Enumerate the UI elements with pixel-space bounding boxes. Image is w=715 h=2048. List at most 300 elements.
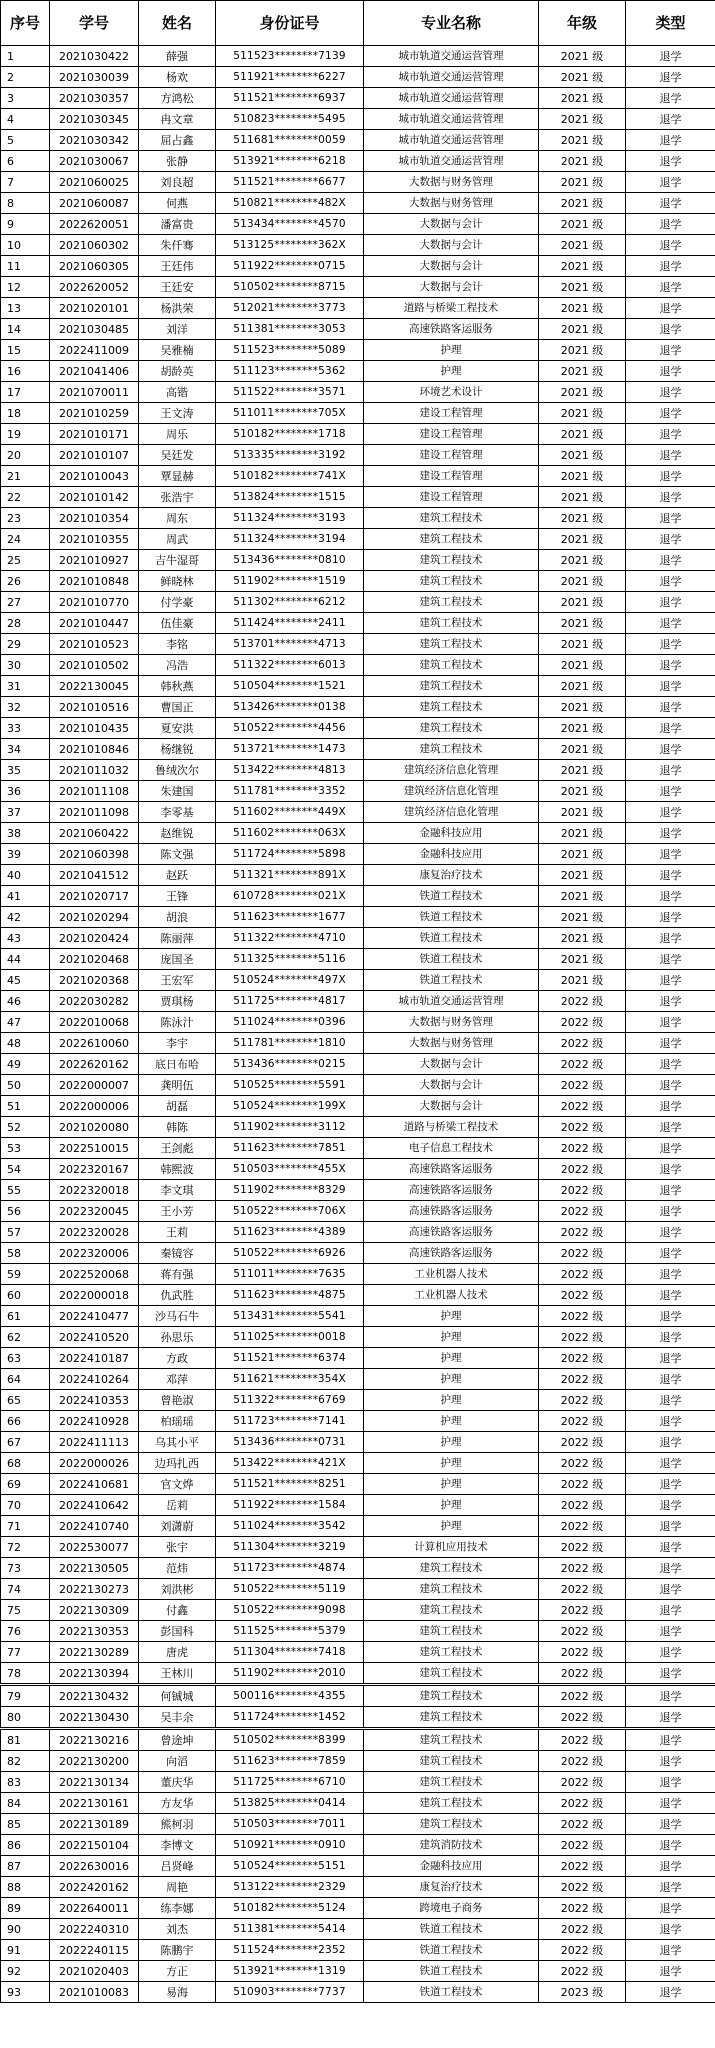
cell-grade: 2021 级 (539, 361, 626, 382)
cell-name: 董庆华 (139, 1772, 216, 1793)
cell-name: 仇武胜 (139, 1285, 216, 1306)
cell-type: 退学 (626, 1117, 715, 1138)
cell-grade: 2021 级 (539, 676, 626, 697)
table-row (1, 991, 715, 1012)
cell-grade: 2021 级 (539, 655, 626, 676)
cell-name: 杨继锐 (139, 739, 216, 760)
cell-student-id: 2021010171 (50, 424, 139, 445)
cell-seq: 54 (1, 1159, 50, 1180)
cell-type: 退学 (626, 1327, 715, 1348)
cell-type: 退学 (626, 550, 715, 571)
cell-type: 退学 (626, 613, 715, 634)
cell-seq: 60 (1, 1285, 50, 1306)
header-grade: 年级 (539, 1, 626, 46)
cell-seq: 55 (1, 1180, 50, 1201)
cell-student-id: 2022640011 (50, 1898, 139, 1919)
table-row (1, 1222, 715, 1243)
cell-type: 退学 (626, 193, 715, 214)
cell-major: 建筑工程技术 (364, 1579, 539, 1600)
cell-student-id: 2022610060 (50, 1033, 139, 1054)
cell-type: 退学 (626, 1096, 715, 1117)
cell-type: 退学 (626, 1306, 715, 1327)
cell-seq: 44 (1, 949, 50, 970)
cell-student-id: 2022510015 (50, 1138, 139, 1159)
cell-id-number: 510182********741X (216, 466, 364, 487)
table-row (1, 970, 715, 991)
cell-major: 建筑工程技术 (364, 1558, 539, 1579)
cell-student-id: 2022411009 (50, 340, 139, 361)
cell-type: 退学 (626, 1729, 715, 1751)
cell-major: 道路与桥梁工程技术 (364, 1117, 539, 1138)
cell-grade: 2021 级 (539, 151, 626, 172)
cell-grade: 2022 级 (539, 1685, 626, 1707)
cell-name: 范炜 (139, 1558, 216, 1579)
cell-name: 覃显赫 (139, 466, 216, 487)
cell-type: 退学 (626, 655, 715, 676)
cell-student-id: 2022630016 (50, 1856, 139, 1877)
header-name: 姓名 (139, 1, 216, 46)
cell-major: 大数据与会计 (364, 214, 539, 235)
table-row (1, 1264, 715, 1285)
table-row (1, 1411, 715, 1432)
cell-student-id: 2022411113 (50, 1432, 139, 1453)
cell-student-id: 2022130430 (50, 1707, 139, 1729)
cell-type: 退学 (626, 1054, 715, 1075)
cell-grade: 2022 级 (539, 1579, 626, 1600)
cell-grade: 2021 级 (539, 382, 626, 403)
cell-seq: 38 (1, 823, 50, 844)
cell-type: 退学 (626, 676, 715, 697)
cell-name: 邓萍 (139, 1369, 216, 1390)
table-row (1, 298, 715, 319)
cell-id-number: 510522********9098 (216, 1600, 364, 1621)
cell-major: 金融科技应用 (364, 823, 539, 844)
cell-grade: 2022 级 (539, 1856, 626, 1877)
cell-student-id: 2021011098 (50, 802, 139, 823)
cell-id-number: 513701********4713 (216, 634, 364, 655)
cell-type: 退学 (626, 130, 715, 151)
cell-id-number: 510525********5591 (216, 1075, 364, 1096)
cell-name: 王宏军 (139, 970, 216, 991)
cell-grade: 2022 级 (539, 1642, 626, 1663)
table-row (1, 88, 715, 109)
cell-type: 退学 (626, 1474, 715, 1495)
cell-type: 退学 (626, 844, 715, 865)
cell-id-number: 511725********6710 (216, 1772, 364, 1793)
cell-grade: 2021 级 (539, 949, 626, 970)
table-row (1, 277, 715, 298)
cell-grade: 2021 级 (539, 109, 626, 130)
cell-id-number: 610728********021X (216, 886, 364, 907)
cell-id-number: 510522********5119 (216, 1579, 364, 1600)
table-row (1, 1663, 715, 1685)
cell-seq: 7 (1, 172, 50, 193)
cell-id-number: 511521********6937 (216, 88, 364, 109)
cell-student-id: 2021010259 (50, 403, 139, 424)
cell-major: 护理 (364, 1369, 539, 1390)
cell-name: 乌其小平 (139, 1432, 216, 1453)
table-row (1, 655, 715, 676)
cell-student-id: 2022410477 (50, 1306, 139, 1327)
table-row (1, 1814, 715, 1835)
cell-major: 建筑工程技术 (364, 1642, 539, 1663)
table-row (1, 613, 715, 634)
cell-type: 退学 (626, 277, 715, 298)
cell-student-id: 2022000026 (50, 1453, 139, 1474)
cell-type: 退学 (626, 214, 715, 235)
cell-grade: 2021 级 (539, 571, 626, 592)
cell-type: 退学 (626, 1663, 715, 1685)
cell-major: 建设工程管理 (364, 424, 539, 445)
cell-major: 护理 (364, 1411, 539, 1432)
cell-major: 护理 (364, 1390, 539, 1411)
cell-major: 护理 (364, 1495, 539, 1516)
cell-grade: 2021 级 (539, 634, 626, 655)
cell-grade: 2021 级 (539, 298, 626, 319)
cell-id-number: 511324********3194 (216, 529, 364, 550)
cell-grade: 2022 级 (539, 1663, 626, 1685)
cell-grade: 2022 级 (539, 1411, 626, 1432)
cell-student-id: 2021010354 (50, 508, 139, 529)
cell-student-id: 2021020717 (50, 886, 139, 907)
cell-type: 退学 (626, 760, 715, 781)
cell-major: 建筑工程技术 (364, 718, 539, 739)
cell-major: 建筑工程技术 (364, 634, 539, 655)
cell-grade: 2022 级 (539, 1558, 626, 1579)
cell-type: 退学 (626, 1961, 715, 1982)
cell-name: 孙思乐 (139, 1327, 216, 1348)
cell-name: 庞国圣 (139, 949, 216, 970)
cell-id-number: 513824********1515 (216, 487, 364, 508)
table-row (1, 781, 715, 802)
cell-grade: 2022 级 (539, 1348, 626, 1369)
cell-type: 退学 (626, 802, 715, 823)
cell-name: 杨欢 (139, 67, 216, 88)
table-row (1, 1751, 715, 1772)
cell-student-id: 2022410740 (50, 1516, 139, 1537)
cell-major: 大数据与财务管理 (364, 172, 539, 193)
cell-type: 退学 (626, 1369, 715, 1390)
cell-seq: 73 (1, 1558, 50, 1579)
cell-grade: 2021 级 (539, 781, 626, 802)
cell-major: 高速铁路客运服务 (364, 1159, 539, 1180)
cell-id-number: 511024********3542 (216, 1516, 364, 1537)
cell-student-id: 2022320045 (50, 1201, 139, 1222)
cell-student-id: 2021010927 (50, 550, 139, 571)
cell-major: 建筑工程技术 (364, 739, 539, 760)
cell-id-number: 513125********362X (216, 235, 364, 256)
cell-type: 退学 (626, 1982, 715, 2003)
table-row (1, 445, 715, 466)
table-row (1, 151, 715, 172)
cell-name: 李宇 (139, 1033, 216, 1054)
cell-student-id: 2021041512 (50, 865, 139, 886)
table-row (1, 1096, 715, 1117)
cell-name: 刘良超 (139, 172, 216, 193)
cell-type: 退学 (626, 1685, 715, 1707)
cell-major: 电子信息工程技术 (364, 1138, 539, 1159)
cell-student-id: 2022320018 (50, 1180, 139, 1201)
cell-name: 周艳 (139, 1877, 216, 1898)
cell-id-number: 511922********1584 (216, 1495, 364, 1516)
cell-grade: 2022 级 (539, 1600, 626, 1621)
cell-type: 退学 (626, 718, 715, 739)
cell-id-number: 511011********7635 (216, 1264, 364, 1285)
cell-grade: 2021 级 (539, 886, 626, 907)
cell-seq: 33 (1, 718, 50, 739)
cell-student-id: 2022130273 (50, 1579, 139, 1600)
cell-major: 建筑工程技术 (364, 1621, 539, 1642)
cell-seq: 47 (1, 1012, 50, 1033)
cell-major: 建筑工程技术 (364, 697, 539, 718)
table-row (1, 1369, 715, 1390)
cell-grade: 2021 级 (539, 718, 626, 739)
cell-major: 高速铁路客运服务 (364, 1201, 539, 1222)
table-row (1, 1075, 715, 1096)
cell-grade: 2021 级 (539, 550, 626, 571)
table-row (1, 1982, 715, 2003)
cell-name: 王小芳 (139, 1201, 216, 1222)
cell-id-number: 511321********891X (216, 865, 364, 886)
cell-type: 退学 (626, 1180, 715, 1201)
cell-seq: 56 (1, 1201, 50, 1222)
cell-id-number: 511381********3053 (216, 319, 364, 340)
cell-seq: 39 (1, 844, 50, 865)
cell-id-number: 511724********1452 (216, 1707, 364, 1729)
table-row (1, 235, 715, 256)
cell-seq: 26 (1, 571, 50, 592)
cell-id-number: 513431********5541 (216, 1306, 364, 1327)
cell-seq: 87 (1, 1856, 50, 1877)
cell-type: 退学 (626, 1201, 715, 1222)
cell-major: 建设工程管理 (364, 445, 539, 466)
cell-type: 退学 (626, 991, 715, 1012)
cell-major: 大数据与财务管理 (364, 193, 539, 214)
table-row (1, 1537, 715, 1558)
cell-student-id: 2021010142 (50, 487, 139, 508)
table-row (1, 1180, 715, 1201)
cell-student-id: 2022030282 (50, 991, 139, 1012)
table-row (1, 1054, 715, 1075)
cell-grade: 2021 级 (539, 697, 626, 718)
cell-major: 建筑工程技术 (364, 1663, 539, 1685)
cell-major: 城市轨道交通运营管理 (364, 109, 539, 130)
cell-type: 退学 (626, 1537, 715, 1558)
cell-type: 退学 (626, 1033, 715, 1054)
cell-name: 吴廷发 (139, 445, 216, 466)
cell-id-number: 500116********4355 (216, 1685, 364, 1707)
cell-grade: 2023 级 (539, 1982, 626, 2003)
cell-name: 向滔 (139, 1751, 216, 1772)
table-row (1, 382, 715, 403)
cell-id-number: 511902********8329 (216, 1180, 364, 1201)
cell-grade: 2021 级 (539, 907, 626, 928)
table-row (1, 1138, 715, 1159)
cell-id-number: 513426********0138 (216, 697, 364, 718)
cell-student-id: 2022130505 (50, 1558, 139, 1579)
cell-id-number: 511902********1519 (216, 571, 364, 592)
table-row (1, 340, 715, 361)
cell-major: 建筑经济信息化管理 (364, 781, 539, 802)
cell-grade: 2022 级 (539, 1243, 626, 1264)
cell-id-number: 511922********0715 (216, 256, 364, 277)
table-row (1, 823, 715, 844)
cell-student-id: 2021030345 (50, 109, 139, 130)
cell-name: 蒋有强 (139, 1264, 216, 1285)
cell-seq: 34 (1, 739, 50, 760)
cell-id-number: 510502********8399 (216, 1729, 364, 1751)
cell-student-id: 2022130200 (50, 1751, 139, 1772)
cell-major: 大数据与财务管理 (364, 1012, 539, 1033)
cell-name: 龚明伍 (139, 1075, 216, 1096)
cell-name: 陈文强 (139, 844, 216, 865)
cell-seq: 50 (1, 1075, 50, 1096)
cell-id-number: 513825********0414 (216, 1793, 364, 1814)
cell-seq: 69 (1, 1474, 50, 1495)
cell-type: 退学 (626, 1835, 715, 1856)
cell-major: 建筑工程技术 (364, 529, 539, 550)
cell-major: 建筑工程技术 (364, 1729, 539, 1751)
cell-type: 退学 (626, 1516, 715, 1537)
cell-id-number: 513721********1473 (216, 739, 364, 760)
cell-student-id: 2021020080 (50, 1117, 139, 1138)
cell-id-number: 510502********8715 (216, 277, 364, 298)
table-row (1, 907, 715, 928)
cell-id-number: 511781********1810 (216, 1033, 364, 1054)
cell-seq: 92 (1, 1961, 50, 1982)
cell-name: 沙马石牛 (139, 1306, 216, 1327)
cell-seq: 21 (1, 466, 50, 487)
table-row (1, 193, 715, 214)
cell-name: 刘洪彬 (139, 1579, 216, 1600)
cell-type: 退学 (626, 1877, 715, 1898)
cell-id-number: 513422********4813 (216, 760, 364, 781)
cell-id-number: 511623********1677 (216, 907, 364, 928)
cell-name: 曹国正 (139, 697, 216, 718)
cell-seq: 91 (1, 1940, 50, 1961)
cell-major: 建筑工程技术 (364, 1685, 539, 1707)
cell-name: 王剑彪 (139, 1138, 216, 1159)
cell-name: 吕贤峰 (139, 1856, 216, 1877)
cell-type: 退学 (626, 1432, 715, 1453)
cell-type: 退学 (626, 1348, 715, 1369)
table-row (1, 1012, 715, 1033)
cell-student-id: 2021030342 (50, 130, 139, 151)
cell-student-id: 2021020368 (50, 970, 139, 991)
cell-seq: 41 (1, 886, 50, 907)
cell-type: 退学 (626, 634, 715, 655)
cell-major: 大数据与会计 (364, 235, 539, 256)
cell-name: 柏瑶瑶 (139, 1411, 216, 1432)
cell-id-number: 510522********4456 (216, 718, 364, 739)
cell-id-number: 510182********5124 (216, 1898, 364, 1919)
cell-grade: 2022 级 (539, 1369, 626, 1390)
cell-type: 退学 (626, 508, 715, 529)
cell-seq: 19 (1, 424, 50, 445)
table-row (1, 130, 715, 151)
cell-grade: 2021 级 (539, 256, 626, 277)
cell-id-number: 511724********5898 (216, 844, 364, 865)
table-row (1, 1600, 715, 1621)
cell-grade: 2021 级 (539, 46, 626, 67)
cell-student-id: 2021010355 (50, 529, 139, 550)
cell-grade: 2021 级 (539, 739, 626, 760)
cell-seq: 64 (1, 1369, 50, 1390)
cell-name: 胡磊 (139, 1096, 216, 1117)
cell-type: 退学 (626, 571, 715, 592)
cell-type: 退学 (626, 1579, 715, 1600)
table-row (1, 1621, 715, 1642)
cell-seq: 2 (1, 67, 50, 88)
cell-seq: 63 (1, 1348, 50, 1369)
cell-student-id: 2022320006 (50, 1243, 139, 1264)
cell-id-number: 511902********3112 (216, 1117, 364, 1138)
cell-student-id: 2022530077 (50, 1537, 139, 1558)
cell-seq: 88 (1, 1877, 50, 1898)
cell-name: 赵跃 (139, 865, 216, 886)
cell-major: 工业机器人技术 (364, 1264, 539, 1285)
cell-id-number: 511322********4710 (216, 928, 364, 949)
cell-id-number: 510504********1521 (216, 676, 364, 697)
cell-id-number: 511602********449X (216, 802, 364, 823)
cell-seq: 5 (1, 130, 50, 151)
table-row (1, 1243, 715, 1264)
cell-name: 底日布哈 (139, 1054, 216, 1075)
cell-id-number: 510522********706X (216, 1201, 364, 1222)
cell-major: 计算机应用技术 (364, 1537, 539, 1558)
table-row (1, 760, 715, 781)
cell-name: 练李娜 (139, 1898, 216, 1919)
cell-name: 冯浩 (139, 655, 216, 676)
cell-grade: 2022 级 (539, 1835, 626, 1856)
cell-grade: 2022 级 (539, 1306, 626, 1327)
cell-type: 退学 (626, 1075, 715, 1096)
cell-major: 跨境电子商务 (364, 1898, 539, 1919)
cell-major: 建筑工程技术 (364, 1707, 539, 1729)
cell-major: 护理 (364, 1453, 539, 1474)
cell-seq: 15 (1, 340, 50, 361)
cell-type: 退学 (626, 151, 715, 172)
cell-grade: 2022 级 (539, 1075, 626, 1096)
cell-major: 高速铁路客运服务 (364, 1243, 539, 1264)
cell-name: 周武 (139, 529, 216, 550)
cell-name: 伍佳豪 (139, 613, 216, 634)
cell-name: 秦镜容 (139, 1243, 216, 1264)
cell-name: 方鸿松 (139, 88, 216, 109)
cell-major: 大数据与会计 (364, 256, 539, 277)
cell-type: 退学 (626, 424, 715, 445)
cell-major: 建筑经济信息化管理 (364, 802, 539, 823)
header-row (1, 1, 715, 46)
cell-grade: 2021 级 (539, 424, 626, 445)
cell-major: 金融科技应用 (364, 1856, 539, 1877)
cell-grade: 2022 级 (539, 1961, 626, 1982)
table-row (1, 1558, 715, 1579)
cell-id-number: 513436********0731 (216, 1432, 364, 1453)
cell-type: 退学 (626, 1772, 715, 1793)
table-body (1, 46, 715, 2003)
cell-major: 建设工程管理 (364, 487, 539, 508)
cell-seq: 12 (1, 277, 50, 298)
cell-student-id: 2021011108 (50, 781, 139, 802)
cell-name: 刘洋 (139, 319, 216, 340)
cell-seq: 6 (1, 151, 50, 172)
cell-student-id: 2022420162 (50, 1877, 139, 1898)
cell-seq: 86 (1, 1835, 50, 1856)
table-row (1, 1474, 715, 1495)
cell-type: 退学 (626, 1243, 715, 1264)
table-row (1, 361, 715, 382)
